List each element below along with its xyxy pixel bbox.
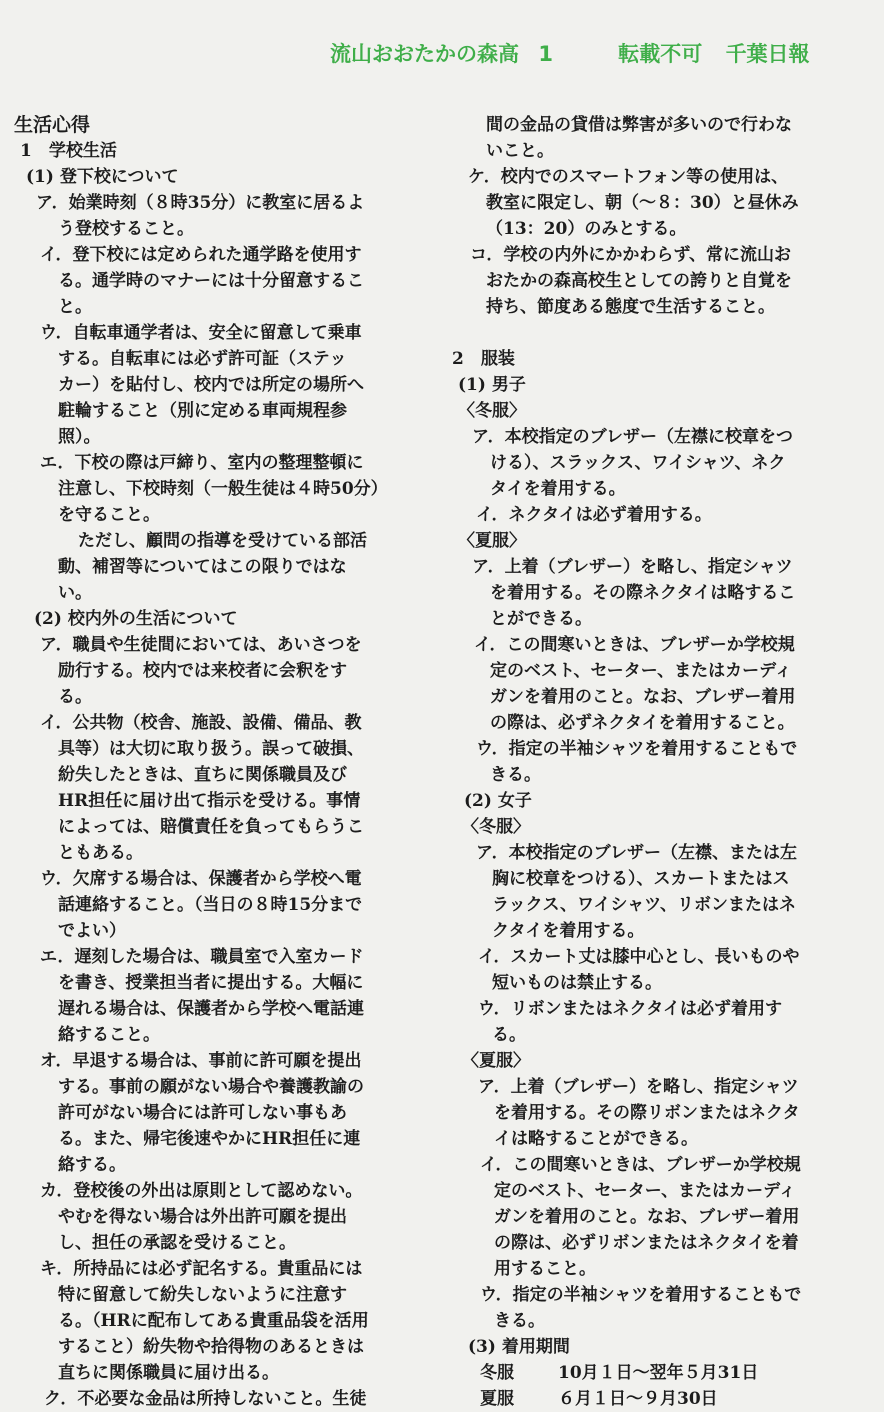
- text-line: し、担任の承認を受けること。: [58, 1233, 296, 1253]
- text-line: 〈冬服〉: [462, 817, 530, 837]
- document-title: 生活心得: [14, 114, 91, 136]
- text-line: ケ．校内でのスマートフォン等の使用は、: [468, 167, 789, 187]
- text-line: う登校すること。: [58, 219, 194, 239]
- text-line: ウ．指定の半袖シャツを着用することもで: [476, 739, 798, 759]
- page-number: 1: [538, 42, 553, 66]
- text-line: やむを得ない場合は外出許可願を提出: [58, 1207, 347, 1227]
- text-line: 教室に限定し、朝（～８：30）と昼休み: [486, 193, 799, 213]
- text-line: を着用する。その際リボンまたはネクタ: [494, 1103, 800, 1123]
- text-line: でよい）: [58, 921, 126, 941]
- text-line: ともある。: [58, 843, 143, 863]
- text-line: 〈冬服〉: [458, 401, 526, 421]
- text-line: 〈夏服〉: [462, 1051, 530, 1071]
- wear-period-range: ６月１日～９月30日: [558, 1389, 718, 1409]
- text-line: きる。: [490, 765, 541, 785]
- text-line: る。: [492, 1025, 526, 1045]
- text-line: おたかの森高校生としての誇りと自覚を: [486, 271, 792, 291]
- text-line: (2) 女子: [464, 791, 532, 811]
- text-line: 動、補習等についてはこの限りではな: [58, 557, 347, 577]
- text-line: 駐輪すること（別に定める車両規程参: [58, 401, 347, 421]
- text-line: キ．所持品には必ず記名する。貴重品には: [40, 1259, 363, 1279]
- text-line: 特に留意して紛失しないように注意す: [58, 1285, 347, 1305]
- text-line: （13：20）のみとする。: [486, 219, 687, 239]
- newspaper-name: 千葉日報: [725, 42, 810, 66]
- text-line: 〈夏服〉: [458, 531, 526, 551]
- spacer: [452, 320, 862, 346]
- text-line: イ．公共物（校舎、施設、設備、備品、教: [40, 713, 362, 733]
- right-column: [452, 112, 862, 1412]
- text-line: エ．下校の際は戸締り、室内の整理整頓に: [40, 453, 364, 473]
- text-line: の際は、必ずリボンまたはネクタイを着: [494, 1233, 799, 1253]
- wear-period-label: 夏服: [480, 1389, 514, 1409]
- text-line: イは略することができる。: [494, 1129, 698, 1149]
- text-line: 許可がない場合には許可しない事もあ: [58, 1103, 347, 1123]
- text-line: 絡する。: [58, 1155, 126, 1175]
- text-line: カー）を貼付し、校内では所定の場所へ: [58, 375, 364, 395]
- school-name: 流山おおたかの森高: [330, 42, 519, 66]
- text-line: イ．登下校には定められた通学路を使用す: [40, 245, 362, 265]
- text-line: 絡すること。: [58, 1025, 160, 1045]
- text-line: 用すること。: [494, 1259, 596, 1279]
- text-line: (3) 着用期間: [468, 1337, 570, 1357]
- text-line: イ．ネクタイは必ず着用する。: [476, 505, 712, 525]
- text-line: いこと。: [486, 141, 554, 161]
- text-line: る。また、帰宅後速やかにHR担任に連: [58, 1129, 361, 1149]
- text-line: 定のベスト、セーター、またはカーディ: [490, 661, 792, 681]
- wear-period-range: 10月１日～翌年５月31日: [558, 1363, 759, 1383]
- text-line: 定のベスト、セーター、またはカーディ: [494, 1181, 796, 1201]
- text-line: 注意し、下校時刻（一般生徒は４時50分）: [58, 479, 388, 499]
- text-line: る。（HRに配布してある貴重品袋を活用: [58, 1311, 369, 1331]
- text-line: ガンを着用のこと。なお、ブレザー着用: [494, 1207, 800, 1227]
- text-line: 励行する。校内では来校者に会釈をす: [58, 661, 347, 681]
- text-line: ア．本校指定のブレザー（左襟、または左: [476, 843, 797, 863]
- text-line: ア．始業時刻（８時35分）に教室に居るよ: [36, 193, 365, 213]
- left-column: [14, 112, 414, 1412]
- text-line: タイを着用する。: [490, 479, 626, 499]
- text-line: ア．上着（ブレザー）を略し、指定シャツ: [472, 557, 793, 577]
- text-line: (1) 登下校について: [26, 167, 179, 187]
- text-line: イ．この間寒いときは、ブレザーか学校規: [474, 635, 795, 655]
- text-line: カ．登校後の外出は原則として認めない。: [40, 1181, 363, 1201]
- wear-period-label: 冬服: [480, 1363, 514, 1383]
- text-line: きる。: [494, 1311, 545, 1331]
- text-line: 直ちに関係職員に届け出る。: [58, 1363, 279, 1383]
- text-line: によっては、賠償責任を負ってもらうこ: [58, 817, 364, 837]
- text-line: ク．不必要な金品は所持しないこと。生徒: [44, 1389, 367, 1409]
- wear-period-row: [452, 1360, 862, 1386]
- wear-period-row: [452, 1386, 862, 1412]
- text-line: を書き、授業担当者に提出する。大幅に: [58, 973, 364, 993]
- text-line: ウ．欠席する場合は、保護者から学校へ電: [40, 869, 362, 889]
- text-line: する。自転車には必ず許可証（ステッ: [58, 349, 347, 369]
- text-line: コ．学校の内外にかかわらず、常に流山お: [470, 245, 791, 265]
- text-line: ガンを着用のこと。なお、ブレザー着用: [490, 687, 796, 707]
- text-line: 話連絡すること。（当日の８時15分まで: [58, 895, 363, 915]
- text-line: ア．上着（ブレザー）を略し、指定シャツ: [478, 1077, 799, 1097]
- text-line: ただし、顧問の指導を受けている部活: [78, 531, 367, 551]
- text-line: イ．スカート丈は膝中心とし、長いものや: [478, 947, 800, 967]
- text-line: を守ること。: [58, 505, 160, 525]
- text-line: い。: [58, 583, 92, 603]
- section-heading: 1 学校生活: [20, 141, 117, 161]
- text-line: ラックス、ワイシャツ、リボンまたはネ: [492, 895, 796, 915]
- text-line: 短いものは禁止する。: [492, 973, 662, 993]
- text-line: 遅れる場合は、保護者から学校へ電話連: [58, 999, 364, 1019]
- text-line: クタイを着用する。: [492, 921, 645, 941]
- text-line: ア．職員や生徒間においては、あいさつを: [40, 635, 362, 655]
- text-line: 具等）は大切に取り扱う。誤って破損、: [58, 739, 364, 759]
- text-line: オ．早退する場合は、事前に許可願を提出: [40, 1051, 362, 1071]
- text-line: る。: [58, 687, 92, 707]
- text-line: とができる。: [490, 609, 592, 629]
- no-reprint-notice: 転載不可: [618, 42, 703, 66]
- wear-periods: [452, 1360, 862, 1412]
- text-line: ウ．リボンまたはネクタイは必ず着用す: [478, 999, 782, 1019]
- text-line: る。通学時のマナーには十分留意するこ: [58, 271, 364, 291]
- text-line: (1) 男子: [458, 375, 526, 395]
- text-line: 胸に校章をつける）、スカートまたはス: [492, 869, 790, 889]
- text-line: 照）。: [58, 427, 101, 447]
- text-line: を着用する。その際ネクタイは略するこ: [490, 583, 796, 603]
- text-line: ウ．指定の半袖シャツを着用することもで: [480, 1285, 802, 1305]
- text-line: と。: [58, 297, 92, 317]
- text-line: (2) 校内外の生活について: [34, 609, 238, 629]
- text-line: 紛失したときは、直ちに関係職員及び: [58, 765, 347, 785]
- text-line: する。事前の願がない場合や養護教諭の: [58, 1077, 364, 1097]
- text-line: 持ち、節度ある態度で生活すること。: [486, 297, 775, 317]
- text-line: 間の金品の貸借は弊害が多いので行わな: [486, 115, 792, 135]
- text-line: イ．この間寒いときは、ブレザーか学校規: [480, 1155, 801, 1175]
- text-line: ア．本校指定のブレザー（左襟に校章をつ: [472, 427, 793, 447]
- text-line: HR担任に届け出て指示を受ける。事情: [58, 791, 361, 811]
- text-line: ウ．自転車通学者は、安全に留意して乗車: [40, 323, 362, 343]
- text-line: ける）、スラックス、ワイシャツ、ネク: [490, 453, 786, 473]
- text-line: すること）紛失物や拾得物のあるときは: [58, 1337, 364, 1357]
- page-header: [330, 38, 810, 68]
- text-line: エ．遅刻した場合は、職員室で入室カード: [40, 947, 364, 967]
- section-heading: 2 服装: [452, 349, 515, 369]
- text-line: の際は、必ずネクタイを着用すること。: [490, 713, 795, 733]
